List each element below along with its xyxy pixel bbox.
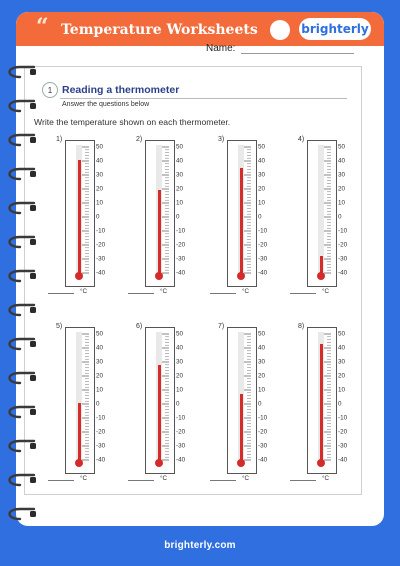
scale-label: 40 — [338, 344, 346, 352]
scale-label: 30 — [176, 171, 184, 179]
scale-label: 10 — [338, 386, 346, 394]
scale-label: 50 — [338, 143, 346, 151]
unit-label: °C — [322, 288, 330, 295]
scale-label: -40 — [96, 456, 106, 464]
scale-label: 50 — [258, 330, 266, 338]
scale-label: 40 — [96, 157, 104, 165]
question-number: 4) — [298, 136, 305, 143]
scale-label: 10 — [176, 386, 184, 394]
scale-label: 40 — [96, 344, 104, 352]
scale-label: -40 — [258, 456, 268, 464]
scale-label: 20 — [258, 185, 266, 193]
section-number: 1 — [42, 82, 58, 98]
question-number: 6) — [136, 323, 143, 330]
scale-label: 20 — [338, 185, 346, 193]
scale-label: -40 — [96, 269, 106, 277]
scale-label: 40 — [338, 157, 346, 165]
scale-label: 20 — [96, 185, 104, 193]
scale-labels — [176, 323, 202, 483]
scale-label: -20 — [338, 241, 348, 249]
scale-label: -30 — [258, 442, 268, 450]
mercury-column — [240, 394, 243, 463]
scale-label: 10 — [338, 199, 346, 207]
thermometer-bulb-icon — [237, 272, 245, 280]
thermometer-bulb-icon — [317, 272, 325, 280]
scale-label: -40 — [258, 269, 268, 277]
thermometer-item — [284, 323, 364, 493]
question-number: 8) — [298, 323, 305, 330]
scale-label: 0 — [258, 213, 262, 221]
answer-line[interactable] — [210, 293, 236, 294]
scale-label: 20 — [258, 372, 266, 380]
punch-hole-icon — [270, 20, 290, 40]
mercury-column — [158, 365, 161, 463]
scale-label: -30 — [176, 255, 186, 263]
question-number: 1) — [56, 136, 63, 143]
worksheet-header — [16, 12, 384, 46]
scale-label: 0 — [176, 400, 180, 408]
scale-label: 50 — [176, 330, 184, 338]
section-subtitle: Answer the questions below — [62, 101, 150, 108]
scale-label: 50 — [176, 143, 184, 151]
unit-label: °C — [80, 475, 88, 482]
scale-label: 50 — [338, 330, 346, 338]
scale-label: -10 — [176, 414, 186, 422]
question-number: 7) — [218, 323, 225, 330]
scale-label: -30 — [258, 255, 268, 263]
scale-label: 50 — [258, 143, 266, 151]
thermometer-item — [204, 323, 284, 493]
mercury-column — [78, 403, 81, 463]
quote-icon: “ — [36, 14, 49, 40]
name-label: Name: — [206, 43, 236, 54]
thermometer-item — [284, 136, 364, 306]
name-answer-line[interactable] — [241, 53, 354, 54]
thermometer-bulb-icon — [155, 459, 163, 467]
scale-labels — [258, 136, 284, 296]
scale-label: 20 — [96, 372, 104, 380]
thermometer-item — [204, 136, 284, 306]
thermometer-bulb-icon — [75, 459, 83, 467]
answer-line[interactable] — [210, 480, 236, 481]
scale-label: -40 — [338, 269, 348, 277]
unit-label: °C — [160, 475, 168, 482]
answer-line[interactable] — [290, 480, 316, 481]
scale-label: 0 — [338, 213, 342, 221]
scale-label: -20 — [338, 428, 348, 436]
scale-label: -40 — [338, 456, 348, 464]
thermometer-bulb-icon — [75, 272, 83, 280]
scale-labels — [176, 136, 202, 296]
scale-label: 20 — [176, 185, 184, 193]
thermometer-bulb-icon — [237, 459, 245, 467]
answer-line[interactable] — [290, 293, 316, 294]
question-number: 5) — [56, 323, 63, 330]
scale-label: 0 — [176, 213, 180, 221]
thermometer-item — [42, 323, 122, 493]
scale-label: -20 — [258, 428, 268, 436]
unit-label: °C — [242, 475, 250, 482]
scale-label: -10 — [258, 227, 268, 235]
scale-label: 10 — [258, 199, 266, 207]
footer-website: brighterly.com — [164, 540, 236, 551]
scale-label: 10 — [258, 386, 266, 394]
scale-label: 0 — [338, 400, 342, 408]
scale-label: 30 — [338, 358, 346, 366]
scale-label: 30 — [258, 171, 266, 179]
thermometer-bulb-icon — [155, 272, 163, 280]
scale-label: 30 — [96, 171, 104, 179]
question-number: 2) — [136, 136, 143, 143]
unit-label: °C — [80, 288, 88, 295]
scale-labels — [258, 323, 284, 483]
thermometer-item — [122, 323, 202, 493]
answer-line[interactable] — [48, 480, 74, 481]
mercury-column — [240, 168, 243, 276]
scale-label: 30 — [96, 358, 104, 366]
scale-labels — [338, 136, 364, 296]
scale-label: -10 — [338, 227, 348, 235]
brand-logo-text: brighterly — [301, 22, 369, 36]
mercury-column — [78, 160, 81, 276]
scale-label: -20 — [96, 428, 106, 436]
scale-label: -10 — [338, 414, 348, 422]
scale-label: -30 — [176, 442, 186, 450]
scale-label: -30 — [96, 442, 106, 450]
thermometer-item — [42, 136, 122, 306]
worksheet-title: Temperature Worksheets — [61, 22, 258, 38]
scale-label: 40 — [258, 344, 266, 352]
brand-logo — [299, 18, 371, 40]
unit-label: °C — [242, 288, 250, 295]
scale-label: 30 — [338, 171, 346, 179]
scale-label: -20 — [258, 241, 268, 249]
scale-label: -10 — [258, 414, 268, 422]
mercury-column — [320, 344, 323, 463]
scale-label: 10 — [176, 199, 184, 207]
thermometer-item — [122, 136, 202, 306]
scale-label: 30 — [176, 358, 184, 366]
scale-label: -10 — [176, 227, 186, 235]
scale-label: -30 — [338, 255, 348, 263]
scale-label: -20 — [96, 241, 106, 249]
scale-label: -10 — [96, 227, 106, 235]
spiral-binding-icon — [0, 0, 40, 566]
mercury-column — [158, 190, 161, 276]
scale-label: 20 — [338, 372, 346, 380]
scale-label: 50 — [96, 143, 104, 151]
section-title: Reading a thermometer — [62, 84, 180, 96]
scale-labels — [96, 323, 122, 483]
unit-label: °C — [322, 475, 330, 482]
thermometer-bulb-icon — [317, 459, 325, 467]
instruction-text: Write the temperature shown on each thermometer. — [34, 117, 231, 127]
scale-label: -30 — [96, 255, 106, 263]
unit-label: °C — [160, 288, 168, 295]
section-divider — [60, 98, 347, 99]
scale-label: 10 — [96, 199, 104, 207]
scale-label: 0 — [258, 400, 262, 408]
scale-label: -30 — [338, 442, 348, 450]
scale-label: 40 — [176, 157, 184, 165]
scale-label: -10 — [96, 414, 106, 422]
answer-line[interactable] — [128, 480, 154, 481]
answer-line[interactable] — [48, 293, 74, 294]
scale-label: -20 — [176, 428, 186, 436]
scale-label: 40 — [176, 344, 184, 352]
question-number: 3) — [218, 136, 225, 143]
scale-label: 40 — [258, 157, 266, 165]
scale-label: 0 — [96, 400, 100, 408]
scale-label: -40 — [176, 456, 186, 464]
scale-label: -20 — [176, 241, 186, 249]
scale-label: 30 — [258, 358, 266, 366]
scale-labels — [338, 323, 364, 483]
scale-labels — [96, 136, 122, 296]
scale-label: 10 — [96, 386, 104, 394]
scale-label: 50 — [96, 330, 104, 338]
scale-label: 20 — [176, 372, 184, 380]
scale-label: 0 — [96, 213, 100, 221]
answer-line[interactable] — [128, 293, 154, 294]
scale-label: -40 — [176, 269, 186, 277]
